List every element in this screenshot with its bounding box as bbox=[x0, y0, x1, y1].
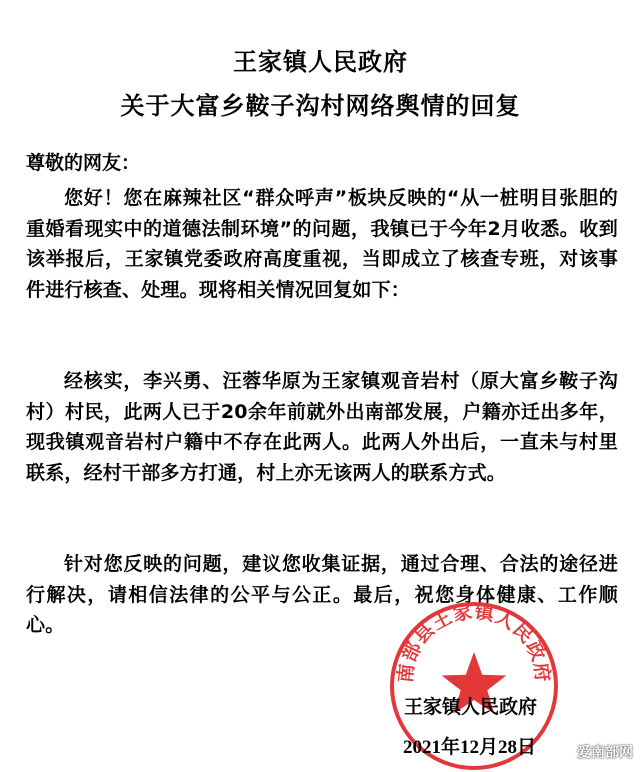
paragraph-3: 针对您反映的问题，建议您收集证据，通过合理、合法的途径进行解决，请相信法律的公平与公正。最后，祝您身体健康、工作顺心。 bbox=[26, 553, 618, 636]
date: 2021年12月28日 bbox=[403, 737, 537, 758]
signature: 王家镇人民政府 bbox=[403, 696, 537, 718]
title-line-2: 关于大富乡鞍子沟村网络舆情的回复 bbox=[120, 92, 521, 120]
seal-text: 南部县王家镇人民政府 bbox=[394, 600, 554, 684]
watermark bbox=[545, 742, 633, 762]
title-line-1: 王家镇人民政府 bbox=[233, 48, 408, 76]
watermark-text: 爱南部网 bbox=[577, 745, 633, 761]
paragraph-1: 您好！您在麻辣社区“群众呼声”板块反映的“从一桩明目张胆的重婚看现实中的道德法制环境”的问题，我镇已于今年2月收悉。收到该举报后，王家镇党委政府高度重视，当即成立了核查专班，对该事件进行核查、处理。现将相关情况回复如下： bbox=[26, 187, 618, 301]
salutation: 尊敬的网友： bbox=[26, 152, 141, 174]
paragraph-2: 经核实，李兴勇、汪蓉华原为王家镇观音岩村（原大富乡鞍子沟村）村民，此两人已于20余年前就外出南部发展，户籍亦迁出多年，现我镇观音岩村户籍中不存在此两人。此两人外出后，一直未与村里联系，经村干部多方打通，村上亦无该两人的联系方式。 bbox=[26, 370, 618, 484]
wechat-icon bbox=[545, 742, 571, 762]
